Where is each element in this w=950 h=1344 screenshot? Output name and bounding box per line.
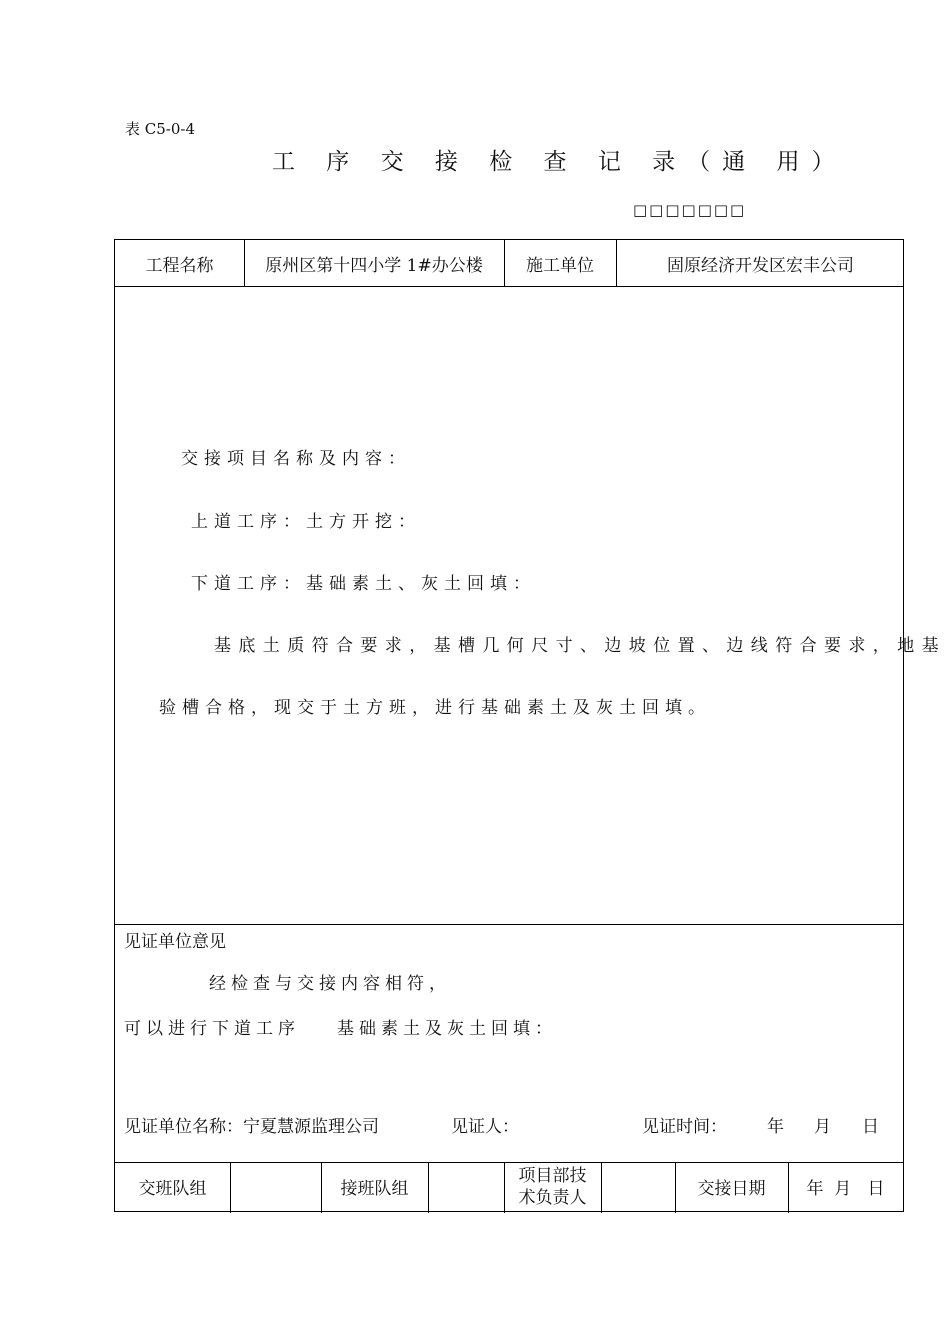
project-name-label: 工程名称 [145, 255, 214, 276]
tech-lead-line2: 术负责人 [518, 1187, 587, 1208]
contractor-value: 固原经济开发区宏丰公司 [667, 255, 854, 276]
witness-time-label: 见证时间： [642, 1117, 727, 1137]
handover-team-value [230, 1162, 321, 1211]
record-number-boxes: □□□□□□□ [633, 201, 747, 219]
header-row-divider [115, 286, 903, 287]
contractor-label: 施工单位 [526, 255, 594, 276]
content-divider [115, 924, 903, 925]
witness-unit: 见证单位名称：宁夏慧源监理公司 [124, 1117, 379, 1137]
record-table [114, 239, 946, 1212]
content-body-line1: 基底土质符合要求，基槽几何尺寸、边坡位置、边线符合要求，地基 [214, 636, 946, 656]
form-code: 表 C5-0-4 [125, 120, 196, 138]
witness-section-label: 见证单位意见 [124, 932, 226, 952]
witness-day: 日 [862, 1117, 879, 1137]
content-heading: 交接项目名称及内容： [181, 449, 411, 469]
tech-lead-line1: 项目部技 [518, 1165, 587, 1186]
handover-date-value: 年 月 日 [806, 1179, 885, 1199]
receiving-team-value [428, 1162, 504, 1211]
witness-person-label: 见证人： [451, 1117, 519, 1137]
handover-team-label: 交班队组 [138, 1179, 207, 1199]
witness-opinion-line2b: 基础素土及灰土回填： [337, 1019, 557, 1039]
witness-opinion-line1: 经检查与交接内容相符， [209, 974, 451, 994]
tech-lead-label [504, 1162, 601, 1211]
next-step: 下道工序：基础素土、灰土回填： [191, 574, 536, 594]
witness-month: 月 [814, 1117, 831, 1137]
witness-year: 年 [767, 1117, 784, 1137]
handover-date-label: 交接日期 [697, 1179, 766, 1199]
receiving-team-label: 接班队组 [340, 1179, 409, 1199]
project-name-value: 原州区第十四小学 1#办公楼 [265, 255, 483, 276]
form-title: 工 序 交 接 检 查 记 录（通 用） [272, 149, 847, 175]
witness-opinion-line2a: 可以进行下道工序 [124, 1019, 300, 1039]
content-body-line2: 验槽合格，现交于土方班，进行基础素土及灰土回填。 [159, 698, 711, 718]
tech-lead-value [601, 1162, 675, 1211]
previous-step: 上道工序：土方开挖： [191, 512, 421, 532]
